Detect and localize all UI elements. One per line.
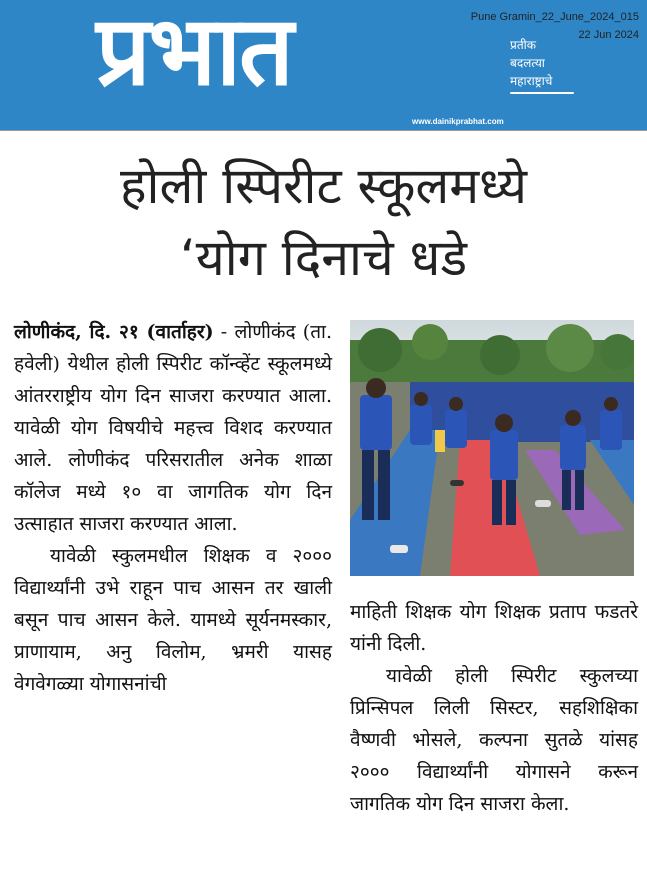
logo-tagline — [510, 36, 552, 90]
edition-file-name: Pune Gramin_22_June_2024_015 — [470, 11, 639, 23]
headline-line-2: ‘योग दिनाचे धडे — [179, 229, 468, 287]
yoga-photo-illustration — [350, 320, 634, 576]
headline-line-1: होली स्पिरीट स्कूलमध्ये — [120, 157, 527, 215]
tagline-line-3: महाराष्ट्राचे — [510, 74, 553, 88]
article-intro-text: - लोणीकंद (ता. हवेली) येथील होली स्पिरीट कॉन्व्हेंट स्कूलमध्ये आंतरराष्ट्रीय योग दिन साजरा करण्यात आला. यावेळी योग विषयीचे महत्त्व विशद करण्यात आले. लोणीकंद परिसरातील अनेक शाळा कॉलेज मध्ये १० वा जागतिक योग दिन उत्साहात साजरा करण्यात आला. — [14, 321, 333, 535]
article-paragraph-4: यावेळी होली स्पिरीट स्कुलच्या प्रिन्सिपल लिली सिस्टर, सहशिक्षिका वैष्णवी भोसले, कल्पना सुतळे यांसह २००० विद्यार्थ्यांनी योगासने करून जागतिक योग दिन साजरा केला. — [350, 665, 638, 815]
article-paragraph-1 — [14, 316, 332, 540]
article-dateline: लोणीकंद, दि. २१ (वार्ताहर) — [14, 321, 214, 343]
article-headline — [0, 150, 647, 294]
edition-date: 22 Jun 2024 — [578, 29, 639, 41]
tagline-underline — [510, 92, 574, 94]
tagline-line-1: प्रतीक — [510, 38, 536, 52]
edition-info — [471, 8, 639, 44]
masthead-divider — [0, 130, 647, 131]
website-url: www.dainikprabhat.com — [412, 117, 504, 126]
article-paragraph-3: माहिती शिक्षक योग शिक्षक प्रताप फडतरे यांनी दिली. — [350, 601, 638, 655]
newspaper-logo: प्रभात — [96, 0, 292, 107]
yoga-day-photo — [350, 320, 634, 576]
article-paragraph-2: यावेळी स्कुलमधील शिक्षक व २००० विद्यार्थ्यांनी उभे राहून पाच आसन तर खाली बसून पाच आसन केले. यामध्ये सूर्यनमस्कार, प्राणायाम, अनु विलोम, भ्रमरी यासह वेगवेगळ्या योगासनांची — [14, 545, 332, 695]
article-column-right — [350, 596, 638, 820]
tagline-line-2: बदलत्या — [510, 56, 545, 70]
article-column-left — [14, 316, 332, 700]
